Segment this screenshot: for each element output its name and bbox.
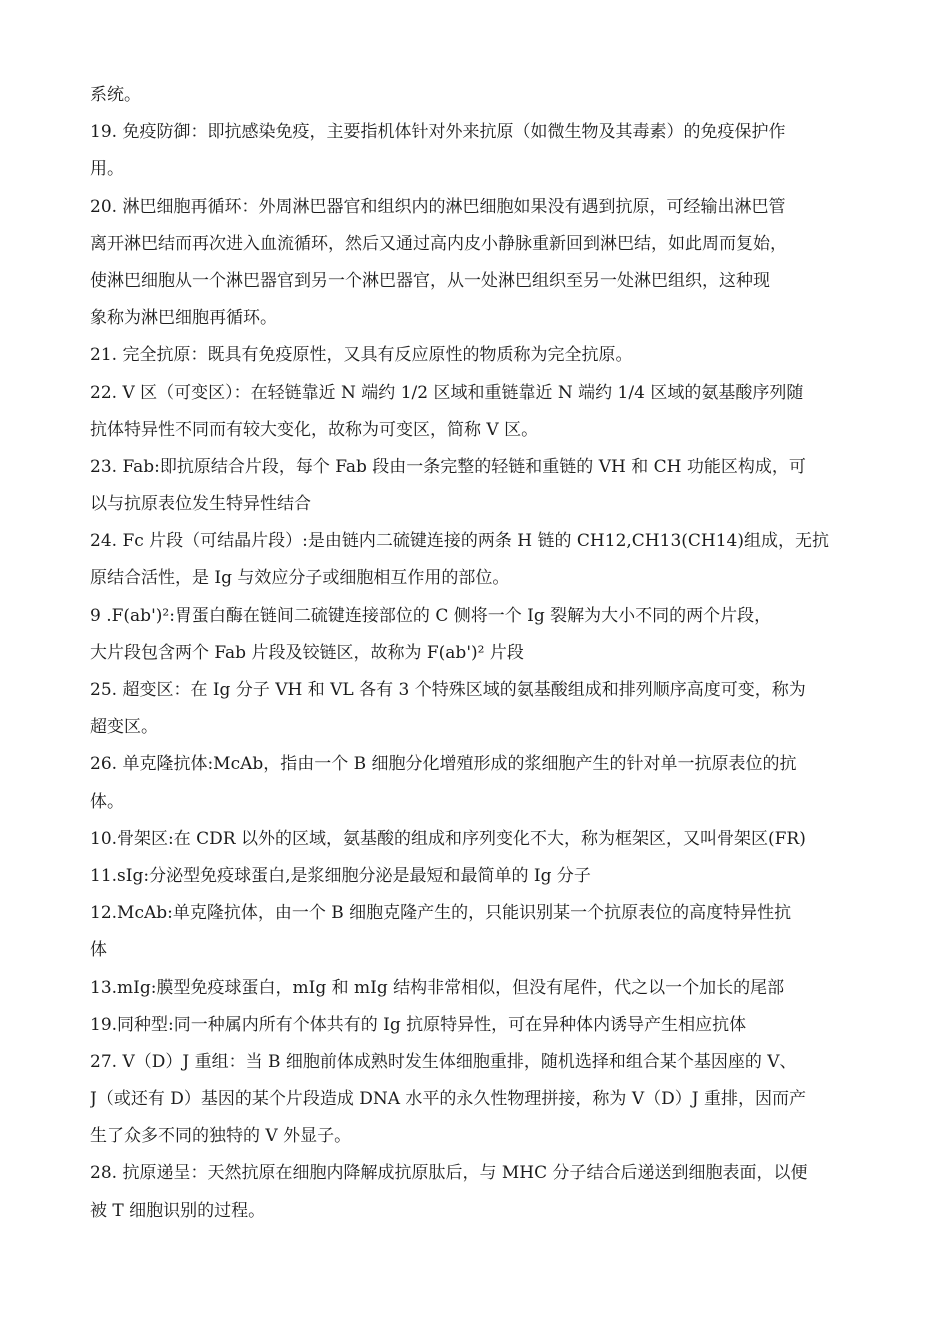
text-line: 13.mIg:膜型免疫球蛋白，mIg 和 mIg 结构非常相似，但没有尾件，代之以一个加长的尾部 [90, 977, 785, 998]
text-line: 以与抗原表位发生特异性结合 [90, 494, 311, 515]
text-line: 生了众多不同的独特的 V 外显子。 [90, 1126, 352, 1147]
text-line: 20. 淋巴细胞再循环：外周淋巴器官和组织内的淋巴细胞如果没有遇到抗原，可经输出淋巴管 [90, 196, 786, 217]
text-line: 21. 完全抗原：既具有免疫原性，又具有反应原性的物质称为完全抗原。 [90, 345, 633, 366]
text-line: J（或还有 D）基因的某个片段造成 DNA 水平的永久性物理拼接，称为 V（D）J 重排，因而产 [90, 1089, 806, 1110]
text-line: 12.McAb:单克隆抗体，由一个 B 细胞克隆产生的，只能识别某一个抗原表位的高度特异性抗 [90, 903, 792, 924]
text-line: 24. Fc 片段（可结晶片段）:是由链内二硫键连接的两条 H 链的 CH12,CH13(CH14)组成，无抗 [90, 531, 829, 552]
text-line: 使淋巴细胞从一个淋巴器官到另一个淋巴器官，从一处淋巴组织至另一处淋巴组织，这种现 [90, 270, 770, 291]
text-line: 体。 [90, 791, 124, 812]
text-line: 离开淋巴结而再次进入血流循环，然后又通过高内皮小静脉重新回到淋巴结，如此周而复始， [90, 233, 787, 254]
text-line: 25. 超变区：在 Ig 分子 VH 和 VL 各有 3 个特殊区域的氨基酸组成和排列顺序高度可变，称为 [90, 680, 806, 700]
text-line: 用。 [90, 159, 124, 180]
text-line: 19. 免疫防御：即抗感染免疫，主要指机体针对外来抗原（如微生物及其毒素）的免疫保护作 [90, 122, 786, 143]
text-line: 原结合活性，是 Ig 与效应分子或细胞相互作用的部位。 [90, 568, 510, 589]
text-line: 26. 单克隆抗体:McAb，指由一个 B 细胞分化增殖形成的浆细胞产生的针对单一抗原表位的抗 [90, 754, 797, 775]
text-line: 系统。 [90, 85, 141, 105]
text-line: 抗体特异性不同而有较大变化，故称为可变区，简称 V 区。 [90, 419, 539, 440]
text-line: 28. 抗原递呈：天然抗原在细胞内降解成抗原肽后，与 MHC 分子结合后递送到细胞表面，以便 [90, 1163, 808, 1184]
text-line: 超变区。 [90, 717, 158, 738]
text-line: 象称为淋巴细胞再循环。 [90, 308, 277, 329]
text-line: 22. V 区（可变区）：在轻链靠近 N 端约 1/2 区域和重链靠近 N 端约 1/4 区域的氨基酸序列随 [90, 382, 804, 403]
text-line: 9 .F(ab')²:胃蛋白酶在链间二硫键连接部位的 C 侧将一个 Ig 裂解为大小不同的两个片段， [90, 605, 772, 626]
text-line: 被 T 细胞识别的过程。 [90, 1200, 266, 1221]
text-line: 19.同种型:同一种属内所有个体共有的 Ig 抗原特异性，可在异种体内诱导产生相应抗体 [90, 1014, 747, 1035]
text-line: 10.骨架区:在 CDR 以外的区域，氨基酸的组成和序列变化不大，称为框架区，又叫骨架区(FR) [90, 828, 806, 849]
text-line: 大片段包含两个 Fab 片段及铰链区，故称为 F(ab')² 片段 [90, 642, 524, 663]
document-body [90, 77, 862, 1230]
text-line: 11.sIg:分泌型免疫球蛋白,是浆细胞分泌是最短和最简单的 Ig 分子 [90, 865, 591, 886]
text-line: 体 [90, 940, 107, 961]
text-line: 23. Fab:即抗原结合片段，每个 Fab 段由一条完整的轻链和重链的 VH 和 CH 功能区构成，可 [90, 456, 806, 477]
text-line: 27. V（D）J 重组：当 B 细胞前体成熟时发生体细胞重排，随机选择和组合某个基因座的 V、 [90, 1051, 797, 1072]
